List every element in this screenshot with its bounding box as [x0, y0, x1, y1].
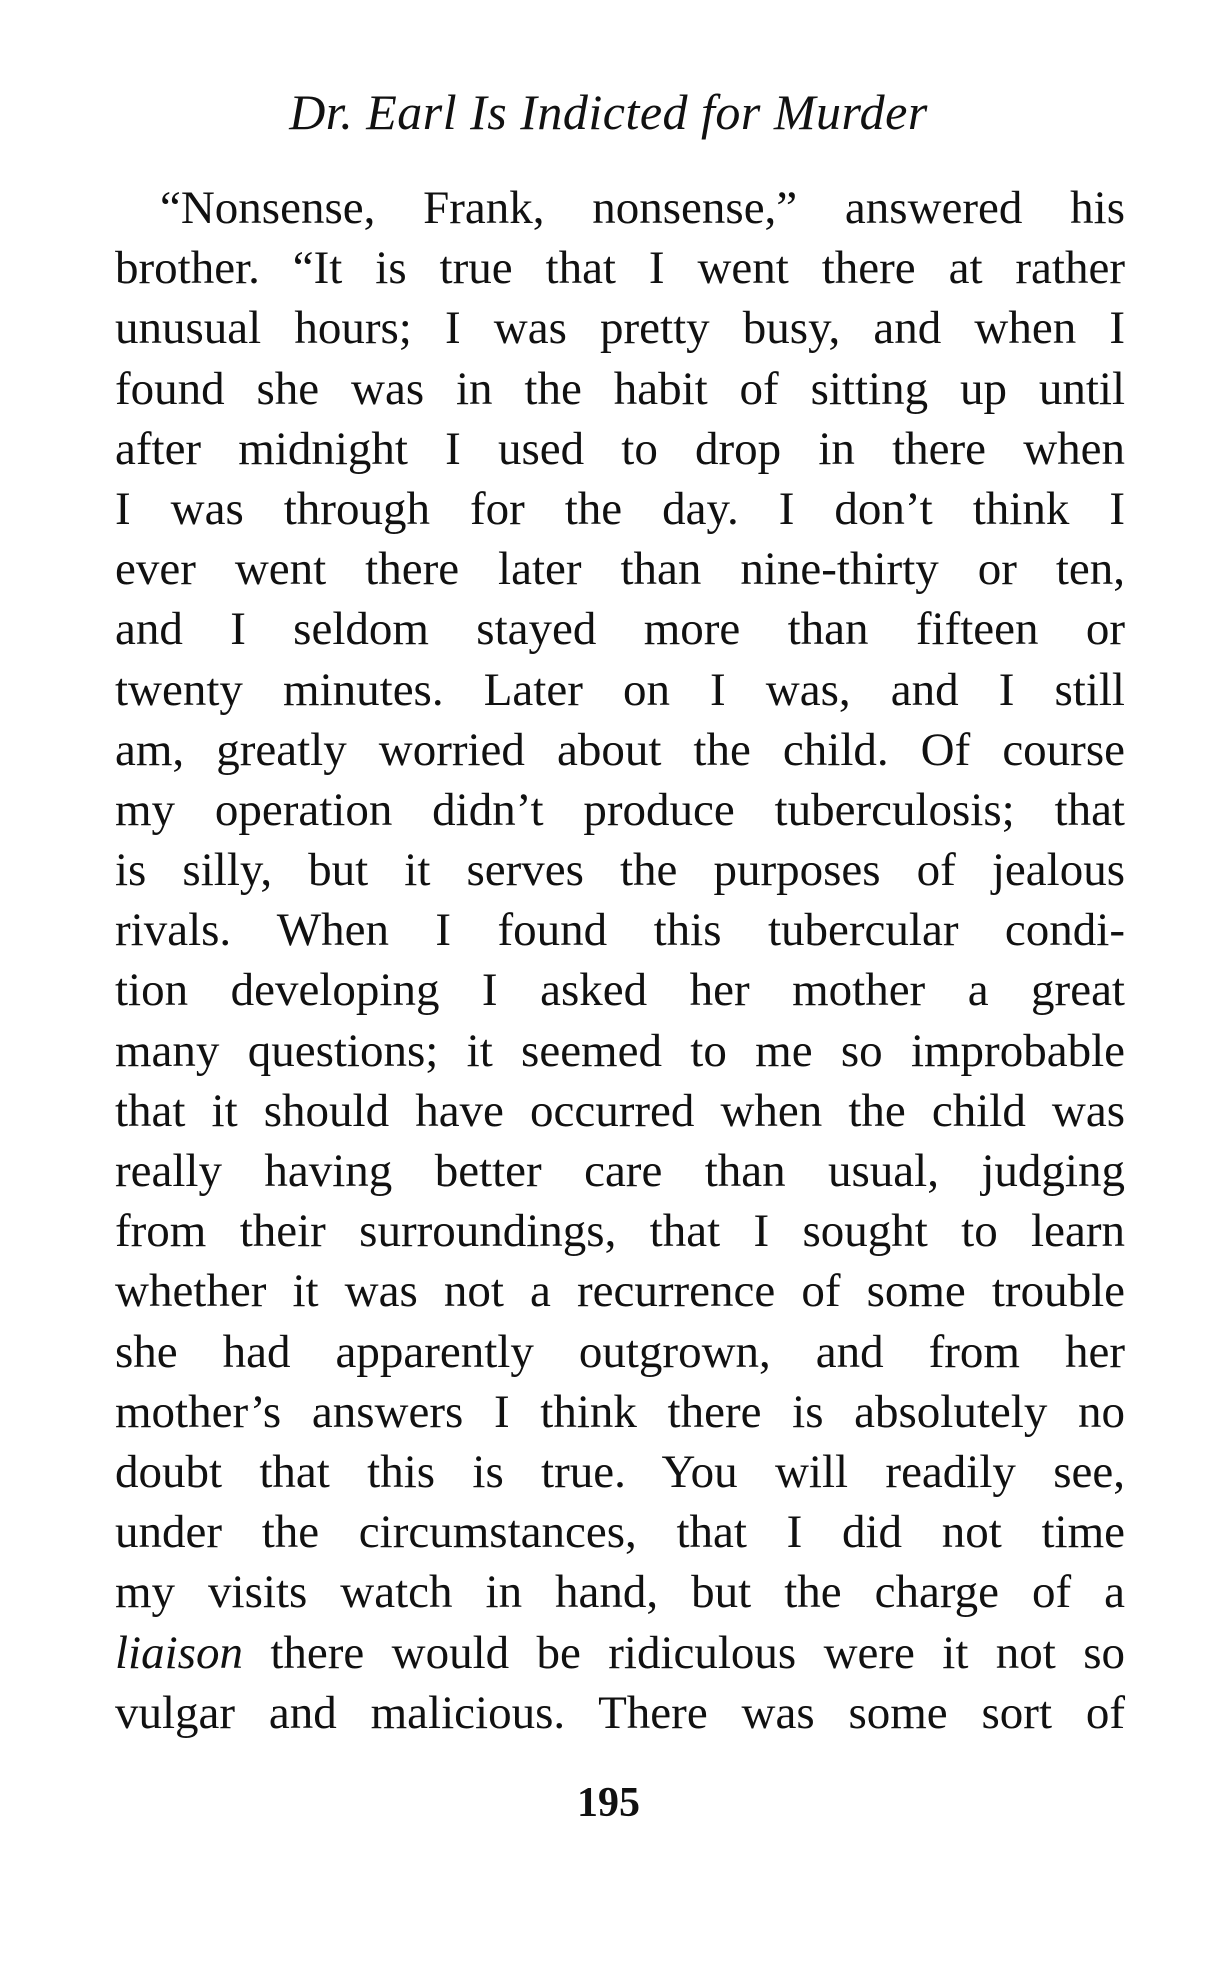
text-line: doubt that this is true. You will readily see, [115, 1445, 1125, 1498]
text-line: she had apparently outgrown, and from her [115, 1325, 1125, 1378]
text-line: under the circumstances, that I did not time [115, 1506, 1125, 1559]
text-line: mother’s answers I think there is absolutely no [115, 1385, 1125, 1438]
text-line: unusual hours; I was pretty busy, and when I [115, 302, 1125, 355]
text-line: tion developing I asked her mother a great [115, 964, 1125, 1017]
text-line: that it should have occurred when the child was [115, 1084, 1125, 1137]
text-line: ever went there later than nine-thirty or ten, [115, 543, 1125, 596]
text-line: and I seldom stayed more than fifteen or [115, 603, 1125, 656]
page-number: 195 [577, 1780, 640, 1826]
text-line: I was through for the day. I don’t think I [115, 482, 1125, 535]
text-line: vulgar and malicious. There was some sort of [115, 1686, 1125, 1739]
text-line: rivals. When I found this tubercular condi- [115, 904, 1125, 957]
running-head: Dr. Earl Is Indicted for Murder [289, 84, 928, 140]
text-line: really having better care than usual, judging [115, 1145, 1125, 1197]
text-line: after midnight I used to drop in there when [115, 422, 1125, 475]
italic-word: liaison [115, 1626, 243, 1679]
text-line: brother. “It is true that I went there at rather [115, 242, 1125, 295]
text-line: from their surroundings, that I sought to learn [115, 1205, 1125, 1258]
text-line: found she was in the habit of sitting up until [115, 362, 1125, 415]
text-line: my visits watch in hand, but the charge of a [115, 1566, 1125, 1619]
text-line: am, greatly worried about the child. Of course [115, 723, 1125, 776]
body-text [115, 178, 1125, 1743]
italic-line-rest: there would be ridiculous were it not so [242, 1626, 1125, 1679]
text-line-with-italic [115, 1623, 1125, 1683]
text-line: whether it was not a recurrence of some trouble [115, 1265, 1125, 1318]
text-line: “Nonsense, Frank, nonsense,” answered his [160, 182, 1125, 234]
text-line: my operation didn’t produce tuberculosis; that [115, 783, 1125, 836]
text-line: twenty minutes. Later on I was, and I still [115, 663, 1125, 716]
text-line: is silly, but it serves the purposes of jealous [115, 844, 1125, 897]
text-line: many questions; it seemed to me so improbable [115, 1024, 1125, 1077]
